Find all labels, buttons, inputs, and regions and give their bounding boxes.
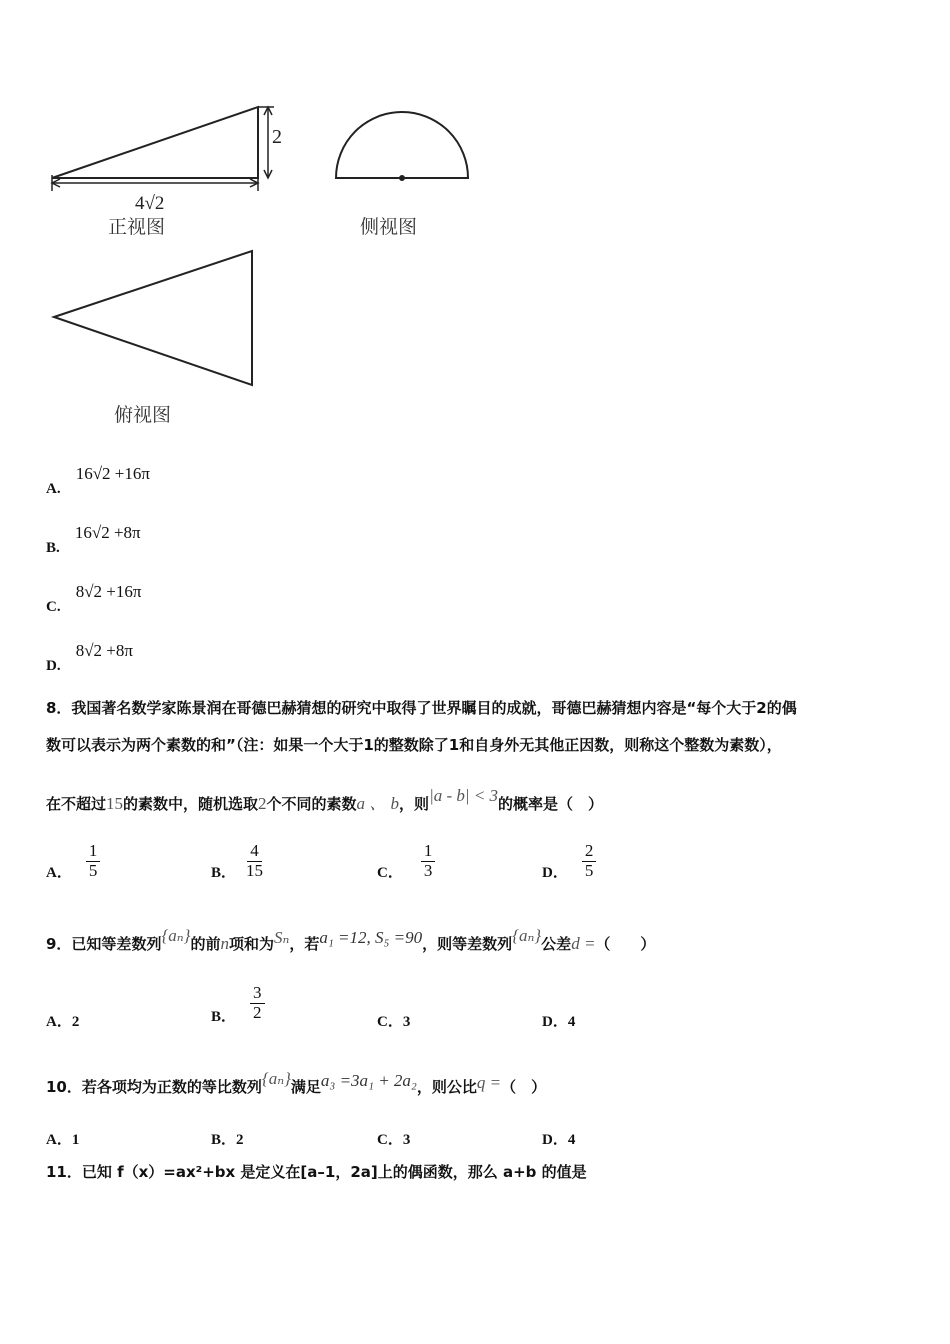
text: ，则 (399, 795, 430, 813)
text: ，若 (289, 935, 320, 953)
fraction (86, 842, 101, 880)
sequence: {aₙ} (512, 926, 542, 945)
option-value: 16√2 +8π (74, 523, 141, 542)
height-dimension-label: 2 (272, 126, 282, 148)
option-letter: C． (377, 864, 403, 881)
option-value: 8√2 +8π (75, 641, 133, 660)
option-value: 1 (71, 1132, 80, 1148)
sequence: {aₙ} (161, 926, 191, 945)
option-letter: D． (542, 1014, 568, 1030)
option-letter: A． (46, 1014, 72, 1030)
text: （ ） (501, 1078, 547, 1096)
variable: d = (571, 934, 596, 953)
option-letter: A． (46, 864, 72, 881)
number: 15 (106, 794, 124, 813)
option-letter: C. (46, 599, 61, 615)
q8-line-1: 8．我国著名数学家陈景润在哥德巴赫猜想的研究中取得了世界瞩目的成就，哥德巴赫猜想内容是“每个大于2的偶 (46, 699, 797, 717)
q7-option-b[interactable] (46, 523, 141, 556)
q9-option-d[interactable] (542, 1010, 575, 1031)
q7-option-a[interactable] (46, 464, 150, 497)
condition: |a - b| < 3 (429, 786, 499, 805)
denominator: 3 (423, 860, 433, 880)
text: 的前 (190, 935, 221, 953)
condition: a₁ =12, S₅ =90 (319, 928, 423, 947)
q9-stem (46, 926, 656, 954)
q9-option-c[interactable] (377, 1010, 410, 1031)
variables: a 、 b (356, 794, 400, 813)
side-view-label: 侧视图 (360, 216, 418, 238)
option-letter: C． (377, 1132, 403, 1148)
numerator: 3 (250, 984, 265, 1004)
variable: Sₙ (273, 928, 290, 947)
numerator: 4 (247, 842, 262, 862)
option-letter: C． (377, 1014, 403, 1030)
q8-option-a[interactable] (46, 842, 100, 880)
q10-option-d[interactable] (542, 1128, 575, 1149)
q8-option-b[interactable] (211, 842, 263, 880)
numerator: 2 (582, 842, 597, 862)
text: 的概率是（ ） (498, 795, 604, 813)
q7-option-d[interactable] (46, 641, 133, 674)
three-view-figure (40, 95, 490, 435)
option-value: 2 (71, 1014, 80, 1030)
text: 9．已知等差数列 (46, 935, 162, 953)
variable: q = (476, 1073, 502, 1092)
number: 2 (258, 794, 267, 813)
option-value: 8√2 +16π (75, 582, 142, 601)
text: 项和为 (228, 935, 274, 953)
top-view-label: 俯视图 (114, 404, 172, 426)
q10-option-c[interactable] (377, 1128, 410, 1149)
option-letter: A. (46, 481, 61, 497)
q8-line-3 (46, 786, 604, 814)
side-view-center-dot (399, 175, 405, 181)
option-letter: B． (211, 1008, 237, 1025)
side-view-diagram (336, 112, 468, 178)
option-value: 16√2 +16π (75, 464, 150, 483)
width-dimension-label: 4√2 (135, 193, 165, 214)
condition: a₃ =3a₁ + 2a₂ (320, 1071, 417, 1090)
option-letter: B． (211, 1132, 237, 1148)
text: 在不超过 (46, 795, 107, 813)
q7-option-c[interactable] (46, 582, 142, 615)
sequence: {aₙ} (261, 1069, 291, 1088)
option-value: 3 (402, 1132, 411, 1148)
option-letter: B. (46, 540, 60, 556)
numerator: 1 (421, 842, 436, 862)
option-letter: D. (46, 658, 61, 674)
q9-option-a[interactable] (46, 1010, 79, 1031)
fraction (250, 984, 265, 1022)
denominator: 5 (584, 860, 594, 880)
text: （ ） (595, 935, 656, 953)
option-letter: D． (542, 1132, 568, 1148)
text: 的素数中，随机选取 (123, 795, 259, 813)
text: ，则公比 (416, 1078, 477, 1096)
denominator: 2 (253, 1002, 262, 1022)
text: ，则等差数列 (422, 935, 513, 953)
denominator: 5 (88, 860, 98, 880)
q10-option-b[interactable] (211, 1128, 244, 1149)
q10-option-a[interactable] (46, 1128, 79, 1149)
option-value: 4 (567, 1014, 576, 1030)
q8-line-2: 数可以表示为两个素数的和”（注：如果一个大于1的整数除了1和自身外无其他正因数，则称这个整数为素数）， (46, 736, 782, 754)
variable: n (220, 934, 229, 953)
option-letter: A． (46, 1132, 72, 1148)
fraction (246, 842, 263, 880)
fraction (582, 842, 597, 880)
option-letter: B． (211, 864, 237, 881)
q11-stem: 11．已知 f（x）=ax²+bx 是定义在[a–1，2a]上的偶函数，那么 a+b 的值是 (46, 1163, 587, 1181)
q9-option-b[interactable] (211, 983, 265, 1025)
text: 个不同的素数 (266, 795, 357, 813)
denominator: 15 (246, 860, 264, 880)
front-view-label: 正视图 (108, 216, 166, 238)
option-value: 4 (567, 1132, 576, 1148)
text: 公差 (541, 935, 572, 953)
top-view-diagram (54, 251, 252, 385)
front-view-diagram (52, 107, 274, 191)
q10-stem (46, 1069, 547, 1097)
q8-option-d[interactable] (542, 842, 596, 880)
option-value: 3 (402, 1014, 411, 1030)
option-value: 2 (236, 1132, 244, 1148)
numerator: 1 (86, 842, 101, 862)
option-letter: D． (542, 864, 568, 881)
fraction (421, 842, 436, 880)
text: 满足 (290, 1078, 321, 1096)
q8-option-c[interactable] (377, 842, 435, 880)
text: 10．若各项均为正数的等比数列 (46, 1078, 262, 1096)
